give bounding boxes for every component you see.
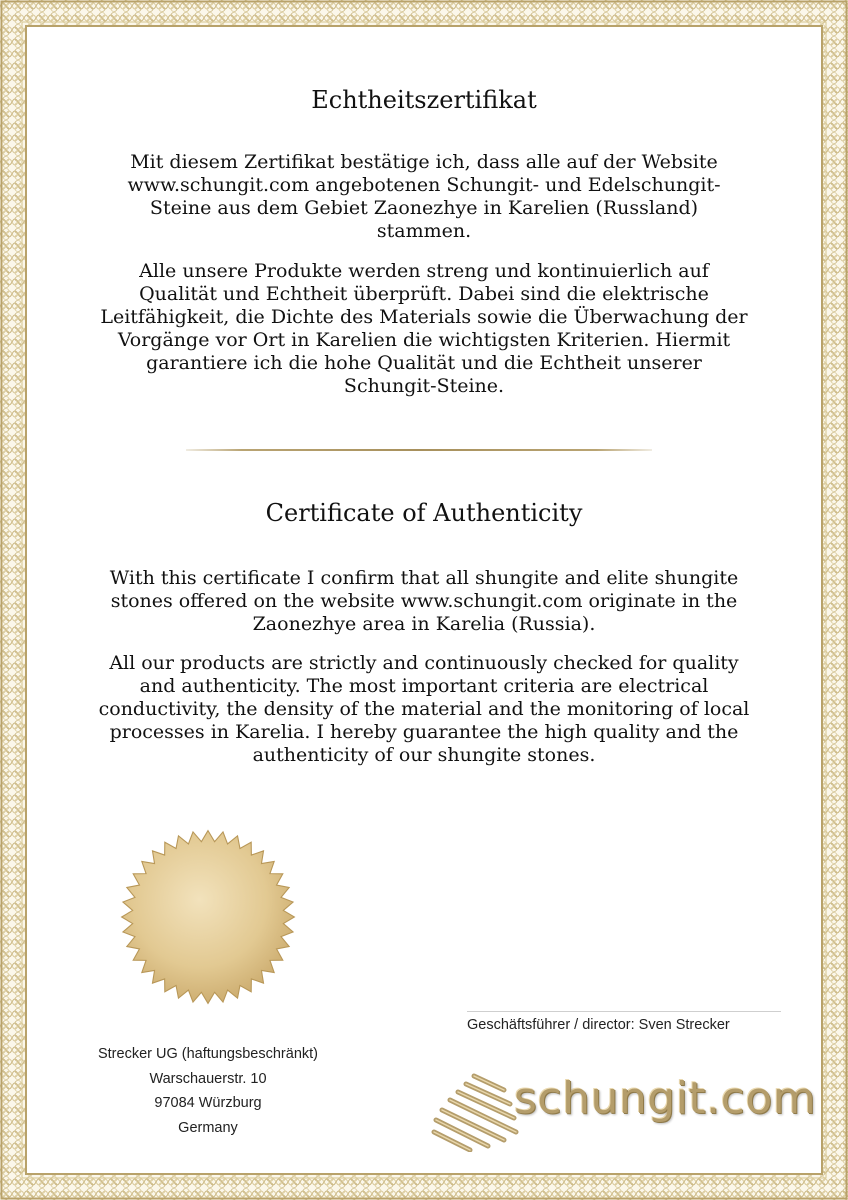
english-paragraph-2: All our products are strictly and continuously checked for quality and authenticity. The most important criteria are electrical conductivity, the density of the material and the monitoring of local processes in Karelia. I hereby guarantee the high quality and the authenticity of our shungite stones.: [98, 652, 750, 766]
street-address: Warschauerstr. 10: [149, 1070, 267, 1087]
pyramid-logo-icon: [430, 1070, 520, 1152]
english-paragraph-1: With this certificate I confirm that all shungite and elite shungite stones offered on the website www.schungit.com originate in the Zaonezhye area in Karelia (Russia).: [109, 567, 739, 635]
german-paragraph-1: Mit diesem Zertifikat bestätige ich, dass alle auf der Website www.schungit.com angebotenen Schungit- und Edelschungit-Steine aus dem Gebiet Zaonezhye in Karelien (Russland) stammen.: [127, 151, 721, 242]
gold-seal-icon: [118, 823, 298, 1011]
country: Germany: [178, 1119, 238, 1136]
company-address: [60, 1042, 356, 1140]
company-name: Strecker UG (haftungsbeschränkt): [97, 1046, 318, 1062]
director-label: Geschäftsführer / director: Sven Strecker: [467, 1017, 730, 1033]
section-divider: [186, 449, 652, 451]
german-paragraph-2: Alle unsere Produkte werden streng und kontinuierlich auf Qualität und Echtheit überprüft. Dabei sind die elektrische Leitfähigkeit, die Dichte des Materials sowie die Überwachung der Vorgänge vor Ort in Karelien die wichtigsten Kriterien. Hiermit garantiere ich die hohe Qualität und die Echtheit unserer Schungit-Steine.: [100, 260, 748, 397]
schungit-logo: [430, 1070, 817, 1152]
city-address: 97084 Würzburg: [154, 1095, 262, 1111]
german-title: Echtheitszertifikat: [311, 86, 537, 114]
logo-text: schungit.com: [514, 1073, 817, 1124]
english-title: Certificate of Authenticity: [265, 499, 583, 527]
signature-line: [467, 1011, 781, 1012]
